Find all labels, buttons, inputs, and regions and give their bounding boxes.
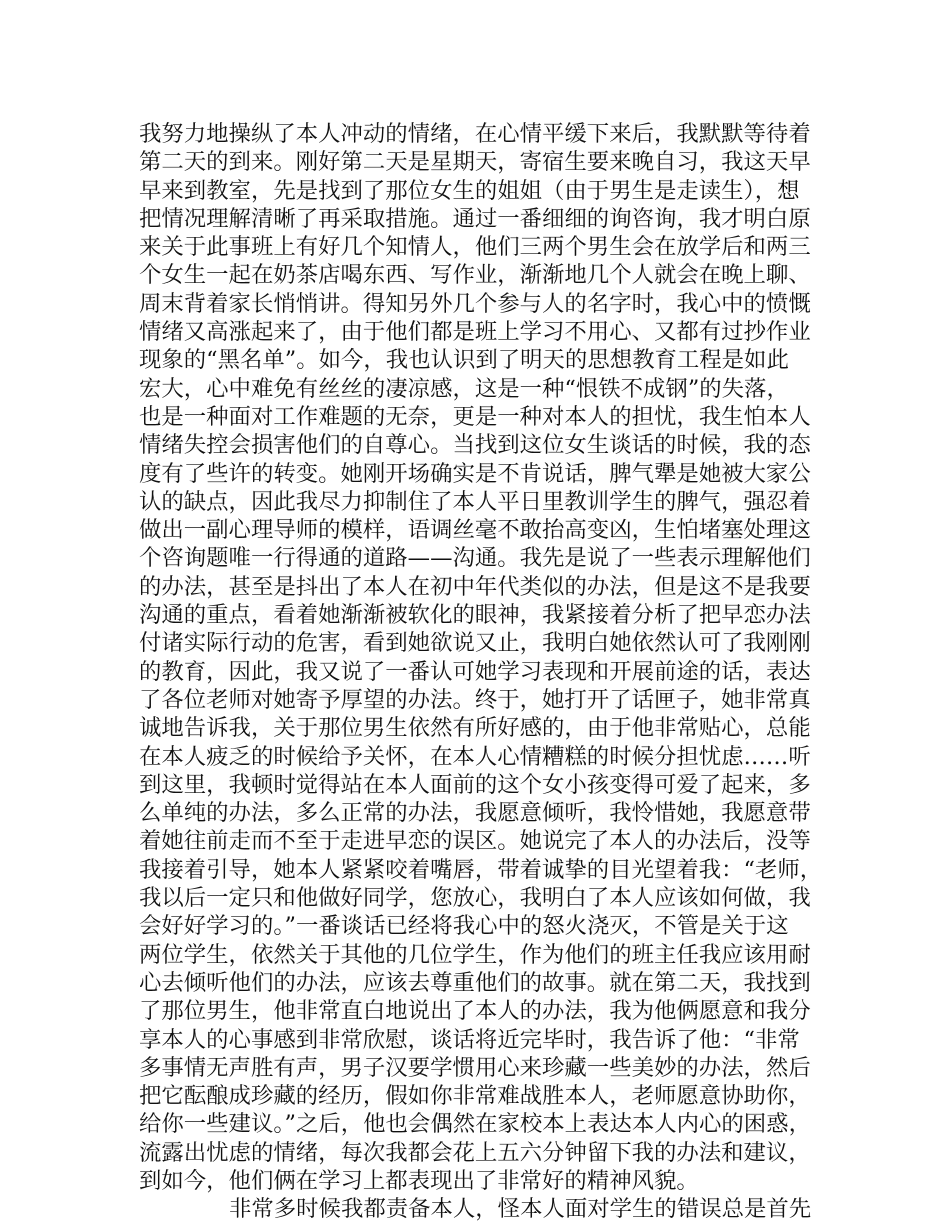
text-line: 情绪失控会损害他们的自尊心。当找到这位女生谈话的时候，我的态	[139, 432, 811, 459]
text-line: 享本人的心事感到非常欣慰，谈话将近完毕时，我告诉了他：“非常	[139, 1026, 800, 1053]
text-line: 现象的“黑名单”。如今，我也认识到了明天的思想教育工程是如此	[139, 347, 789, 374]
text-line: 到这里，我顿时觉得站在本人面前的这个女小孩变得可爱了起来，多	[139, 771, 811, 798]
text-line: 心去倾听他们的办法，应该去尊重他们的故事。就在第二天，我找到	[139, 969, 811, 996]
text-line: 把情况理解清晰了再采取措施。通过一番细细的询咨询，我才明白原	[139, 205, 811, 232]
text-line: 沟通的重点，看着她渐渐被软化的眼神，我紧接着分析了把早恋办法	[139, 602, 811, 629]
text-line: 周末背着家长悄悄讲。得知另外几个参与人的名字时，我心中的愤慨	[139, 290, 811, 317]
text-line: 个咨询题唯一行得通的道路——沟通。我先是说了一些表示理解他们	[139, 545, 811, 572]
text-line: 给你一些建议。”之后，他也会偶然在家校本上表达本人内心的困惑，	[139, 1111, 811, 1138]
text-line: 个女生一起在奶茶店喝东西、写作业，渐渐地几个人就会在晚上聊、	[139, 262, 811, 289]
text-line: 两位学生，依然关于其他的几位学生，作为他们的班主任我应该用耐	[139, 941, 811, 968]
text-line: 了那位男生，他非常直白地说出了本人的办法，我为他俩愿意和我分	[139, 998, 811, 1025]
text-line: 做出一副心理导师的模样，语调丝毫不敢抬高变凶，生怕堵塞处理这	[139, 517, 811, 544]
text-line: 多事情无声胜有声，男子汉要学惯用心来珍藏一些美妙的办法，然后	[139, 1054, 811, 1081]
text-line: 流露出忧虑的情绪，每次我都会花上五六分钟留下我的办法和建议，	[139, 1139, 811, 1166]
text-line: 我努力地操纵了本人冲动的情绪，在心情平缓下来后，我默默等待着	[139, 121, 811, 147]
text-line: 宏大，心中难免有丝丝的凄凉感，这是一种“恨铁不成钢”的失落，	[139, 375, 789, 402]
paragraph-start-line: 非常多时候我都责备本人，怪本人面对学生的错误总是首先	[229, 1196, 812, 1223]
text-line: 把它酝酿成珍藏的经历，假如你非常难战胜本人，老师愿意协助你，	[139, 1083, 811, 1110]
text-line: 我接着引导，她本人紧紧咬着嘴唇，带着诚挚的目光望着我：“老师，	[139, 856, 823, 883]
text-line: 的办法，甚至是抖出了本人在初中年代类似的办法，但是这不是我要	[139, 573, 811, 600]
text-line: 诚地告诉我，关于那位男生依然有所好感的，由于他非常贴心，总能	[139, 715, 811, 742]
text-line: 会好好学习的。”一番谈话已经将我心中的怒火浇灭，不管是关于这	[139, 913, 789, 940]
text-line: 认的缺点，因此我尽力抑制住了本人平日里教训学生的脾气，强忍着	[139, 488, 811, 515]
text-line: 度有了些许的转变。她刚开场确实是不肯说话，脾气犟是她被大家公	[139, 460, 811, 487]
text-line: 我以后一定只和他做好同学，您放心，我明白了本人应该如何做，我	[139, 885, 811, 912]
text-line: 了各位老师对她寄予厚望的办法。终于，她打开了话匣子，她非常真	[139, 686, 811, 713]
text-line: 付诸实际行动的危害，看到她欲说又止，我明白她依然认可了我刚刚	[139, 630, 811, 657]
text-line: 么单纯的办法，多么正常的办法，我愿意倾听，我怜惜她，我愿意带	[139, 800, 811, 827]
text-line: 也是一种面对工作难题的无奈，更是一种对本人的担忧，我生怕本人	[139, 403, 811, 430]
text-line: 着她往前走而不至于走进早恋的误区。她说完了本人的办法后，没等	[139, 828, 811, 855]
text-line: 的教育，因此，我又说了一番认可她学习表现和开展前途的话，表达	[139, 658, 811, 685]
text-line: 第二天的到来。刚好第二天是星期天，寄宿生要来晚自习，我这天早	[139, 149, 811, 176]
text-line: 在本人疲乏的时候给予关怀，在本人心情糟糕的时候分担忧虑……听	[139, 743, 811, 770]
text-line: 早来到教室，先是找到了那位女生的姐姐（由于男生是走读生），想	[139, 177, 800, 204]
body-text	[139, 120, 823, 1224]
text-line: 来关于此事班上有好几个知情人，他们三两个男生会在放学后和两三	[139, 234, 811, 261]
text-line: 到如今，他们俩在学习上都表现出了非常好的精神风貌。	[139, 1167, 699, 1194]
text-line: 情绪又高涨起来了，由于他们都是班上学习不用心、又都有过抄作业	[139, 319, 811, 346]
